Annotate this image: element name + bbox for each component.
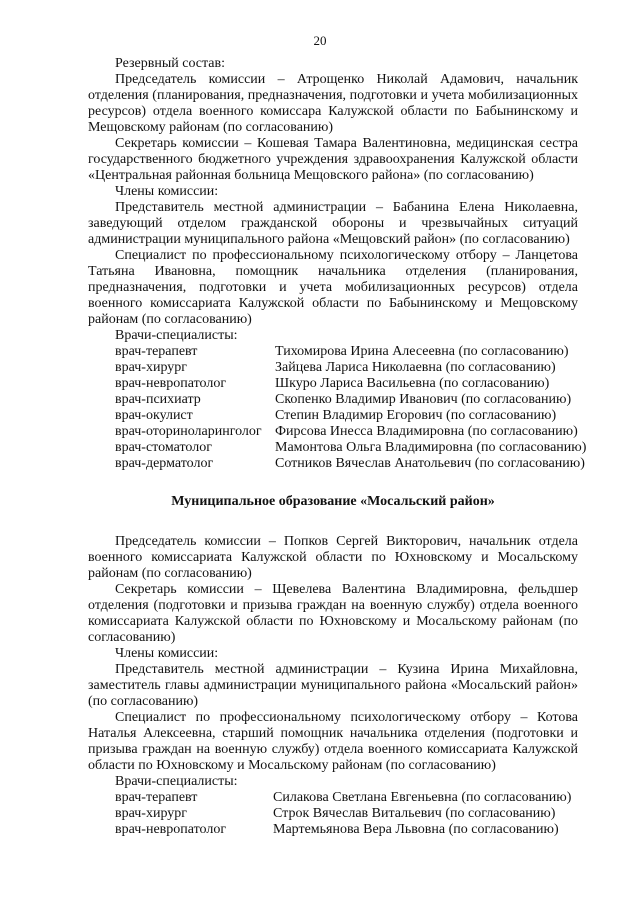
doctor-row [88, 392, 578, 408]
doctor-name: Строк Вячеслав Витальевич (по согласованию) [273, 806, 556, 821]
doctor-role: врач-дерматолог [115, 456, 214, 471]
doctor-row [88, 376, 578, 392]
doctor-role: врач-хирург [115, 360, 188, 375]
doctor-row [88, 456, 585, 472]
section-heading: Муниципальное образование «Мосальский район» [171, 494, 495, 509]
reserve-members-title: Члены комиссии: [115, 184, 219, 199]
doctors-list [88, 790, 578, 838]
doctor-name: Шкуро Лариса Васильевна (по согласованию) [275, 376, 550, 391]
doctor-role: врач-терапевт [115, 344, 198, 359]
doctor-role: врач-невропатолог [115, 822, 227, 837]
reserve-psych-specialist: Специалист по профессиональному психологическому отбору – Ланцетова Татьяна Ивановна, помощник начальника отделения (планирования, предназначения, подготовки и учета мобилизационных ресурсов) отдела военного комиссариата Калужской области по Бабынинскому и Мещовскому районам (по согласованию) [88, 248, 578, 327]
reserve-doctors-list [88, 344, 587, 472]
doctor-role: врач-психиатр [115, 392, 201, 407]
reserve-chairman: Председатель комиссии – Атрощенко Николай Адамович, начальник отделения (планирования, предназначения, подготовки и учета мобилизационных ресурсов) отдела военного комиссара Калужской области по Бабынинскому и Мещовскому районам (по согласованию) [88, 72, 578, 135]
doctor-role: врач-оториноларинголог [115, 424, 262, 439]
psych-specialist-paragraph: Специалист по профессиональному психологическому отбору – Котова Наталья Алексеевна, старший помощник начальника отделения (подготовки и призыва граждан на военную службу) отдела военного комиссариата Калужской области по Юхновскому и Мосальскому районам (по согласованию) [88, 710, 578, 773]
doctor-name: Сотников Вячеслав Анатольевич (по согласованию) [275, 456, 585, 471]
doctor-role: врач-окулист [115, 408, 193, 423]
page-number: 20 [313, 33, 327, 48]
reserve-administration-rep: Представитель местной администрации – Бабанина Елена Николаевна, заведующий отделом гражданской обороны и чрезвычайных ситуаций администрации муниципального района «Мещовский район» (по согласованию) [88, 200, 578, 247]
doctor-name: Фирсова Инесса Владимировна (по согласованию) [275, 424, 578, 439]
doctor-name: Мартемьянова Вера Львовна (по согласованию) [273, 822, 559, 837]
doctor-row [88, 360, 578, 376]
doctor-name: Зайцева Лариса Николаевна (по согласованию) [275, 360, 556, 375]
doctor-row [88, 424, 578, 440]
doctor-name: Степин Владимир Егорович (по согласованию) [275, 408, 557, 423]
reserve-title: Резервный состав: [115, 56, 226, 71]
doctor-row [88, 344, 578, 360]
document-body [88, 56, 587, 838]
administration-rep-paragraph: Представитель местной администрации – Кузина Ирина Михайловна, заместитель главы администрации муниципального района «Мосальский район» (по согласованию) [88, 662, 578, 709]
reserve-secretary: Секретарь комиссии – Кошевая Тамара Валентиновна, медицинская сестра государственного бюджетного учреждения здравоохранения Калужской области «Центральная районная больница Мещовского района» (по согласованию) [88, 136, 578, 183]
doctors-title: Врачи-специалисты: [115, 774, 238, 789]
secretary-paragraph: Секретарь комиссии – Щевелева Валентина Владимировна, фельдшер отделения (подготовки и призыва граждан на военную службу) отдела военного комиссариата Калужской области по Юхновскому и Мосальскому районам (по согласованию) [88, 582, 578, 645]
doctor-role: врач-невропатолог [115, 376, 227, 391]
doctor-row [88, 822, 578, 838]
chairman-paragraph: Председатель комиссии – Попков Сергей Викторович, начальник отдела военного комиссариата Калужской области по Юхновскому и Мосальскому районам (по согласованию) [88, 534, 578, 581]
doctor-role: врач-терапевт [115, 790, 198, 805]
doctor-name: Мамонтова Ольга Владимировна (по согласованию) [275, 440, 587, 455]
reserve-doctors-title: Врачи-специалисты: [115, 328, 238, 343]
doctor-role: врач-хирург [115, 806, 188, 821]
doctor-name: Скопенко Владимир Иванович (по согласованию) [275, 392, 572, 407]
doctor-row [88, 408, 578, 424]
members-title: Члены комиссии: [115, 646, 219, 661]
doctor-name: Силакова Светлана Евгеньевна (по согласованию) [273, 790, 572, 805]
doctor-name: Тихомирова Ирина Алесеевна (по согласованию) [275, 344, 569, 359]
doctor-row [88, 806, 578, 822]
doctor-row [88, 790, 578, 806]
doctor-role: врач-стоматолог [115, 440, 212, 455]
doctor-row [88, 440, 587, 456]
